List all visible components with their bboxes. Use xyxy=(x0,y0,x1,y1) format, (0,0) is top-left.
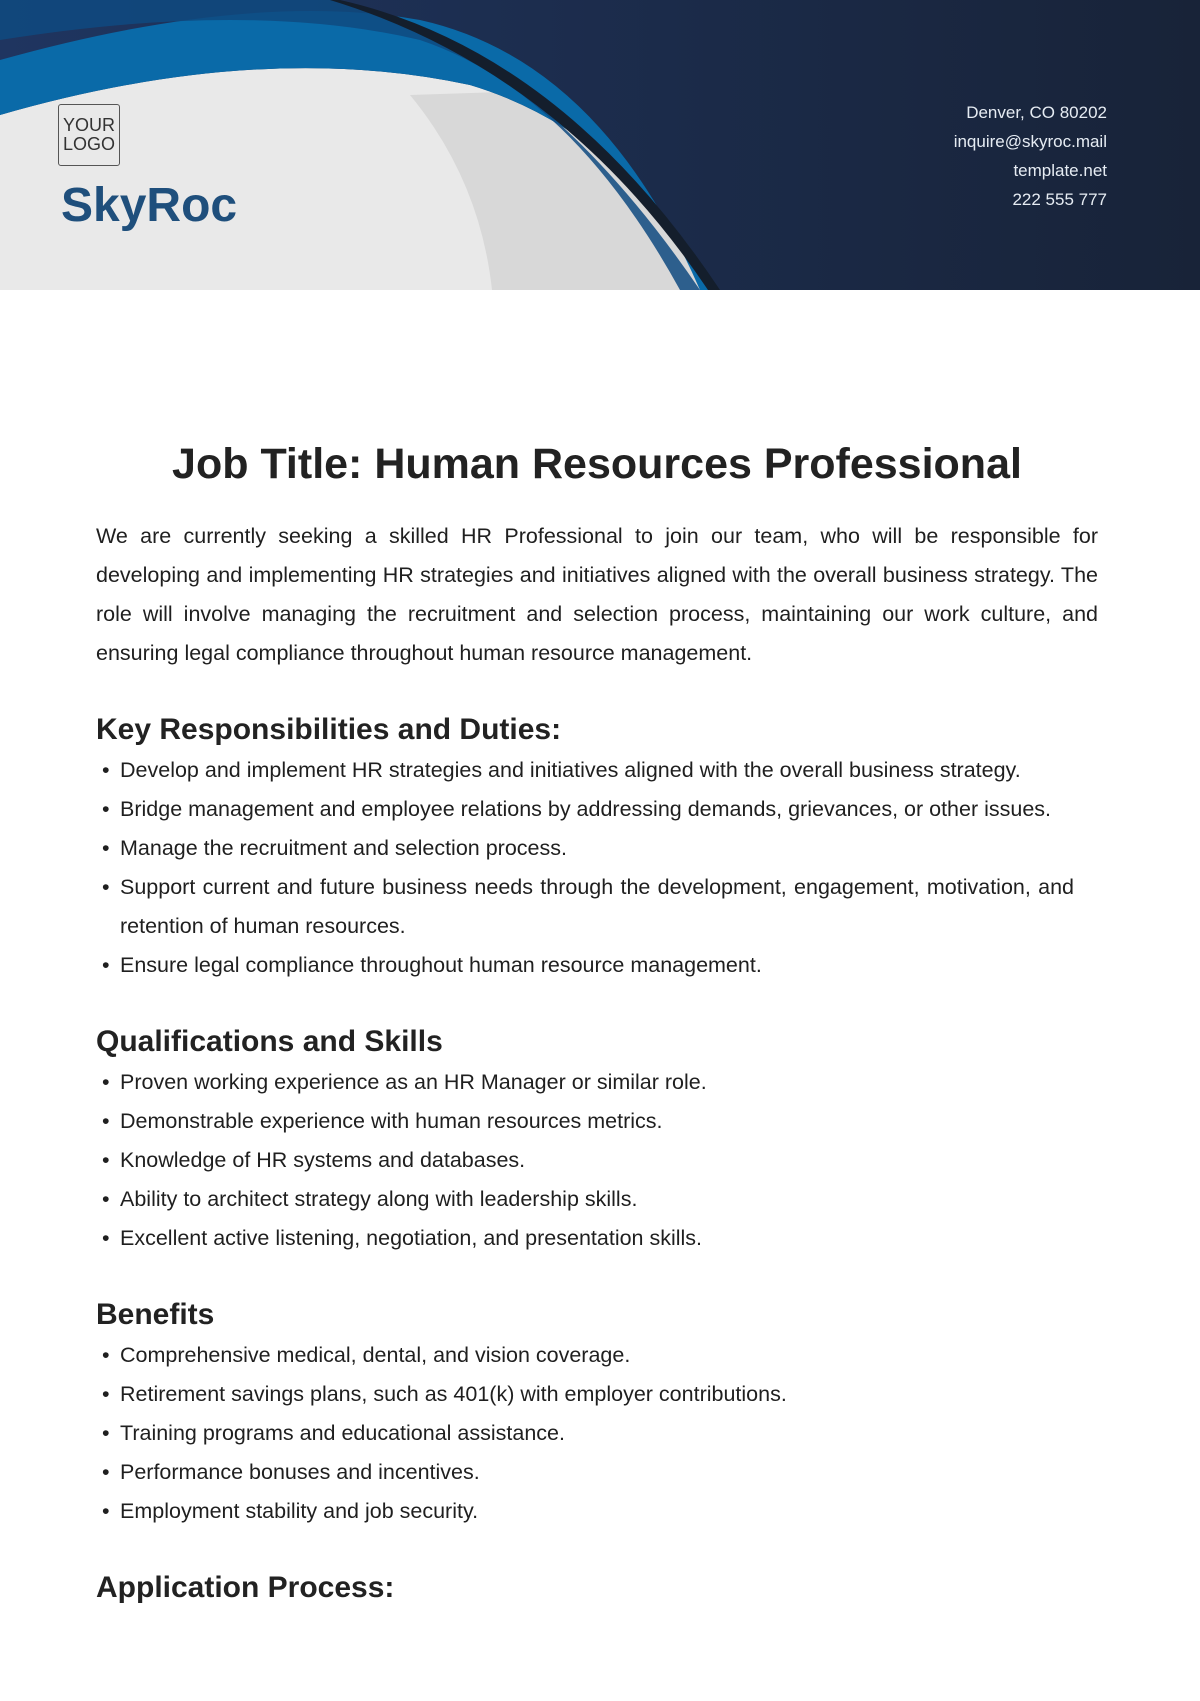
section-heading: Qualifications and Skills xyxy=(96,1025,443,1058)
contact-block xyxy=(954,98,1107,214)
list-item: • Bridge management and employee relations by addressing demands, grievances, or other issues. xyxy=(96,790,1098,829)
list-item: • Performance bonuses and incentives. xyxy=(96,1453,1098,1492)
contact-website[interactable]: template.net xyxy=(1013,161,1107,180)
company-name: SkyRoc xyxy=(61,179,238,232)
logo-text-line2: LOGO xyxy=(62,134,115,154)
list-item: • Employment stability and job security. xyxy=(96,1492,1098,1531)
list-item: • Support current and future business needs through the development, engagement, motivation, and retention of human resources. xyxy=(96,868,1098,946)
list-item: • Ability to architect strategy along with leadership skills. xyxy=(96,1180,1098,1219)
section-responsibilities xyxy=(96,713,1098,985)
section-application xyxy=(96,1571,1098,1605)
list-item: • Comprehensive medical, dental, and vision coverage. xyxy=(96,1336,1098,1375)
logo-placeholder xyxy=(58,104,120,166)
list-item: • Knowledge of HR systems and databases. xyxy=(96,1141,1098,1180)
section-heading: Application Process: xyxy=(96,1571,395,1604)
bullet-list xyxy=(96,1336,1098,1531)
intro-paragraph: We are currently seeking a skilled HR Professional to join our team, who will be responsible for developing and implementing HR strategies and initiatives aligned with the overall business strategy. The role will involve managing the recruitment and selection process, maintaining our work culture, and ensuring legal compliance throughout human resource management. xyxy=(96,524,1098,665)
section-heading: Key Responsibilities and Duties: xyxy=(96,713,562,746)
list-item: • Develop and implement HR strategies and initiatives aligned with the overall business strategy. xyxy=(96,751,1098,790)
list-item: • Excellent active listening, negotiation, and presentation skills. xyxy=(96,1219,1098,1258)
section-heading: Benefits xyxy=(96,1298,215,1331)
bullet-list xyxy=(96,1063,1098,1258)
page-title: Job Title: Human Resources Professional xyxy=(172,440,1022,488)
section-benefits xyxy=(96,1298,1098,1531)
contact-address: Denver, CO 80202 xyxy=(966,103,1107,122)
list-item: • Manage the recruitment and selection process. xyxy=(96,829,1098,868)
list-item: • Retirement savings plans, such as 401(k) with employer contributions. xyxy=(96,1375,1098,1414)
list-item: • Training programs and educational assistance. xyxy=(96,1414,1098,1453)
contact-phone: 222 555 777 xyxy=(1012,190,1107,209)
list-item: • Demonstrable experience with human resources metrics. xyxy=(96,1102,1098,1141)
document-body xyxy=(96,440,1098,1609)
contact-email[interactable]: inquire@skyroc.mail xyxy=(953,132,1107,151)
list-item: • Ensure legal compliance throughout human resource management. xyxy=(96,946,1098,985)
header-banner xyxy=(0,0,1200,290)
bullet-list xyxy=(96,751,1098,985)
list-item: • Proven working experience as an HR Manager or similar role. xyxy=(96,1063,1098,1102)
logo-text-line1: YOUR xyxy=(62,115,115,135)
section-qualifications xyxy=(96,1025,1098,1258)
